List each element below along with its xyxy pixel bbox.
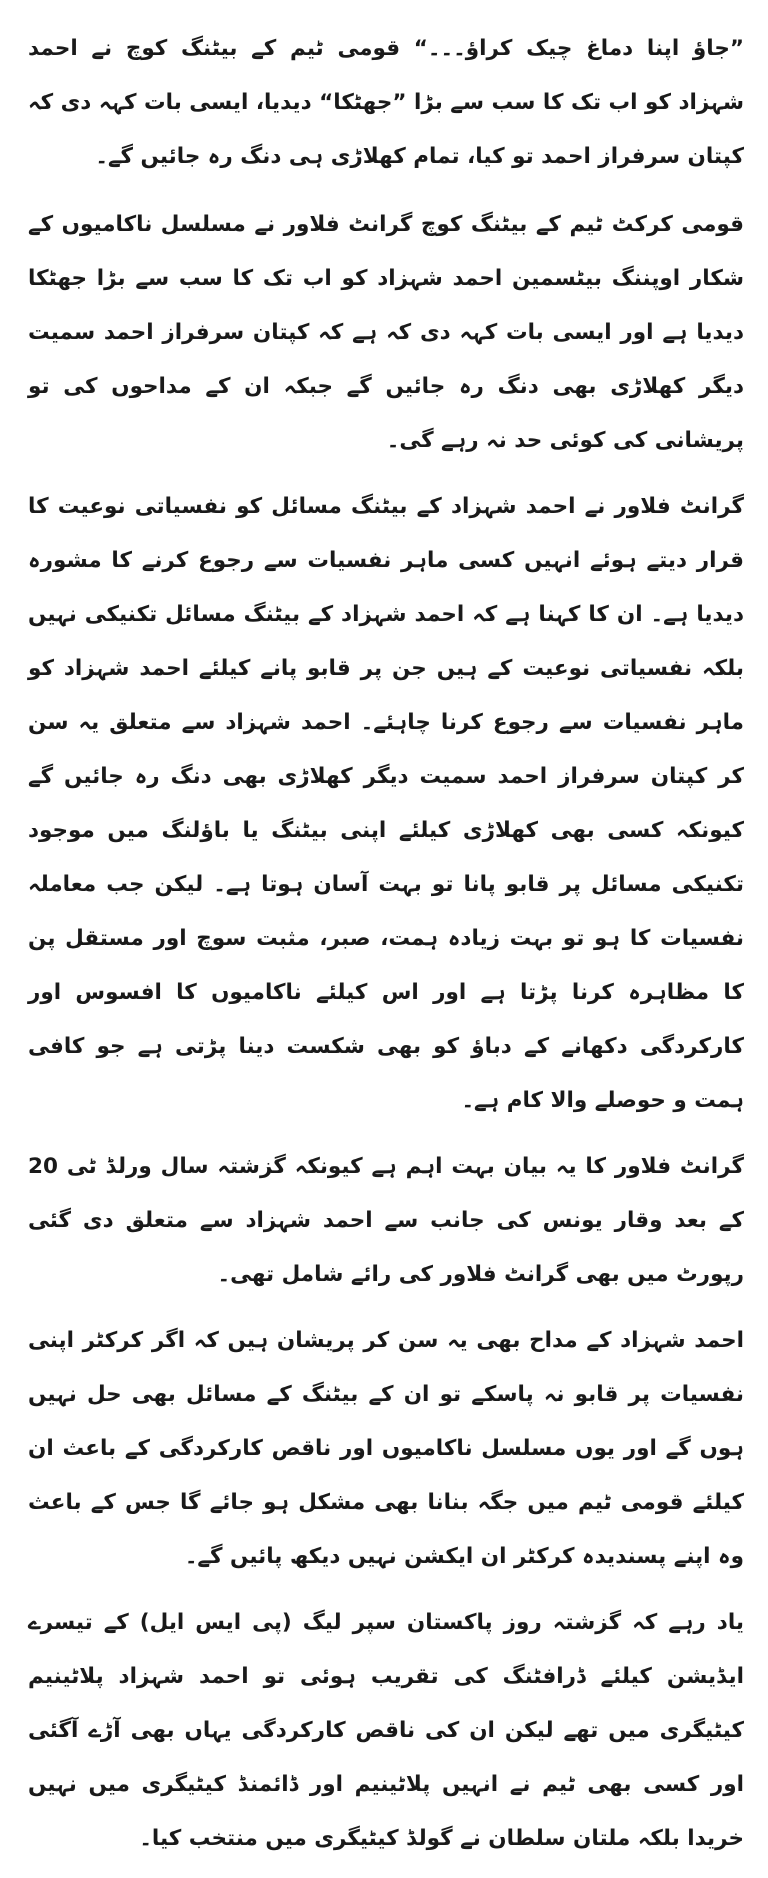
article-headline-paragraph: ”جاؤ اپنا دماغ چیک کراؤ۔۔۔“ قومی ٹیم کے بیٹنگ کوچ نے احمد شہزاد کو اب تک کا سب سے بڑا ”جھٹکا“ دیدیا، ایسی بات کہہ دی کہ کپتان سرفراز احمد تو کیا، تمام کھلاڑی ہی دنگ رہ جائیں گے۔ [28,36,744,169]
article-paragraph: گرانٹ فلاور نے احمد شہزاد کے بیٹنگ مسائل کو نفسیاتی نوعیت کا قرار دیتے ہوئے انہیں کسی ماہر نفسیات سے رجوع کرنے کا مشورہ دیدیا ہے۔ ان کا کہنا ہے کہ احمد شہزاد کے بیٹنگ مسائل تکنیکی نہیں بلکہ نفسیاتی نوعیت کے ہیں جن پر قابو پانے کیلئے احمد شہزاد کو ماہر نفسیات سے رجوع کرنا چاہئے۔ احمد شہزاد سے متعلق یہ سن کر کپتان سرفراز احمد سمیت دیگر کھلاڑی بھی دنگ رہ جائیں گے کیونکہ کسی بھی کھلاڑی کیلئے اپنی بیٹنگ یا باؤلنگ میں موجود تکنیکی مسائل پر قابو پانا تو بہت آسان ہوتا ہے۔ لیکن جب معاملہ نفسیات کا ہو تو بہت زیادہ ہمت، صبر، مثبت سوچ اور مستقل پن کا مظاہرہ کرنا پڑتا ہے اور اس کیلئے ناکامیوں کا افسوس اور کارکردگی دکھانے کے دباؤ کو بھی شکست دینا پڑتی ہے جو کافی ہمت و حوصلے والا کام ہے۔ [28,494,744,1113]
article-paragraph: گرانٹ فلاور کا یہ بیان بہت اہم ہے کیونکہ گزشتہ سال ورلڈ ٹی 20 کے بعد وقار یونس کی جانب سے احمد شہزاد سے متعلق دی گئی رپورٹ میں بھی گرانٹ فلاور کی رائے شامل تھی۔ [28,1154,744,1287]
article-paragraph: قومی کرکٹ ٹیم کے بیٹنگ کوچ گرانٹ فلاور نے مسلسل ناکامیوں کے شکار اوپننگ بیٹسمین احمد شہزاد کو اب تک کا سب سے بڑا جھٹکا دیدیا ہے اور ایسی بات کہہ دی کہ ہے کہ کپتان سرفراز احمد سمیت دیگر کھلاڑی بھی دنگ رہ جائیں گے جبکہ ان کے مداحوں کی تو پریشانی کی کوئی حد نہ رہے گی۔ [28,212,744,453]
article-paragraph: یاد رہے کہ گزشتہ روز پاکستان سپر لیگ (پی ایس ایل) کے تیسرے ایڈیشن کیلئے ڈرافٹنگ کی تقریب ہوئی تو احمد شہزاد پلاٹینیم کیٹیگری میں تھے لیکن ان کی ناقص کارکردگی یہاں بھی آڑے آگئی اور کسی بھی ٹیم نے انہیں پلاٹینیم اور ڈائمنڈ کیٹیگری میں نہیں خریدا بلکہ ملتان سلطان نے گولڈ کیٹیگری میں منتخب کیا۔ [28,1610,744,1851]
article-paragraph: احمد شہزاد کے مداح بھی یہ سن کر پریشان ہیں کہ اگر کرکٹر اپنی نفسیات پر قابو نہ پاسکے تو ان کے بیٹنگ کے مسائل بھی حل نہیں ہوں گے اور یوں مسلسل ناکامیوں اور ناقص کارکردگی کے باعث ان کیلئے قومی ٹیم میں جگہ بنانا بھی مشکل ہو جائے گا جس کے باعث وہ اپنے پسندیدہ کرکٹر ان ایکشن نہیں دیکھ پائیں گے۔ [28,1328,744,1569]
article-body [28,22,744,1878]
